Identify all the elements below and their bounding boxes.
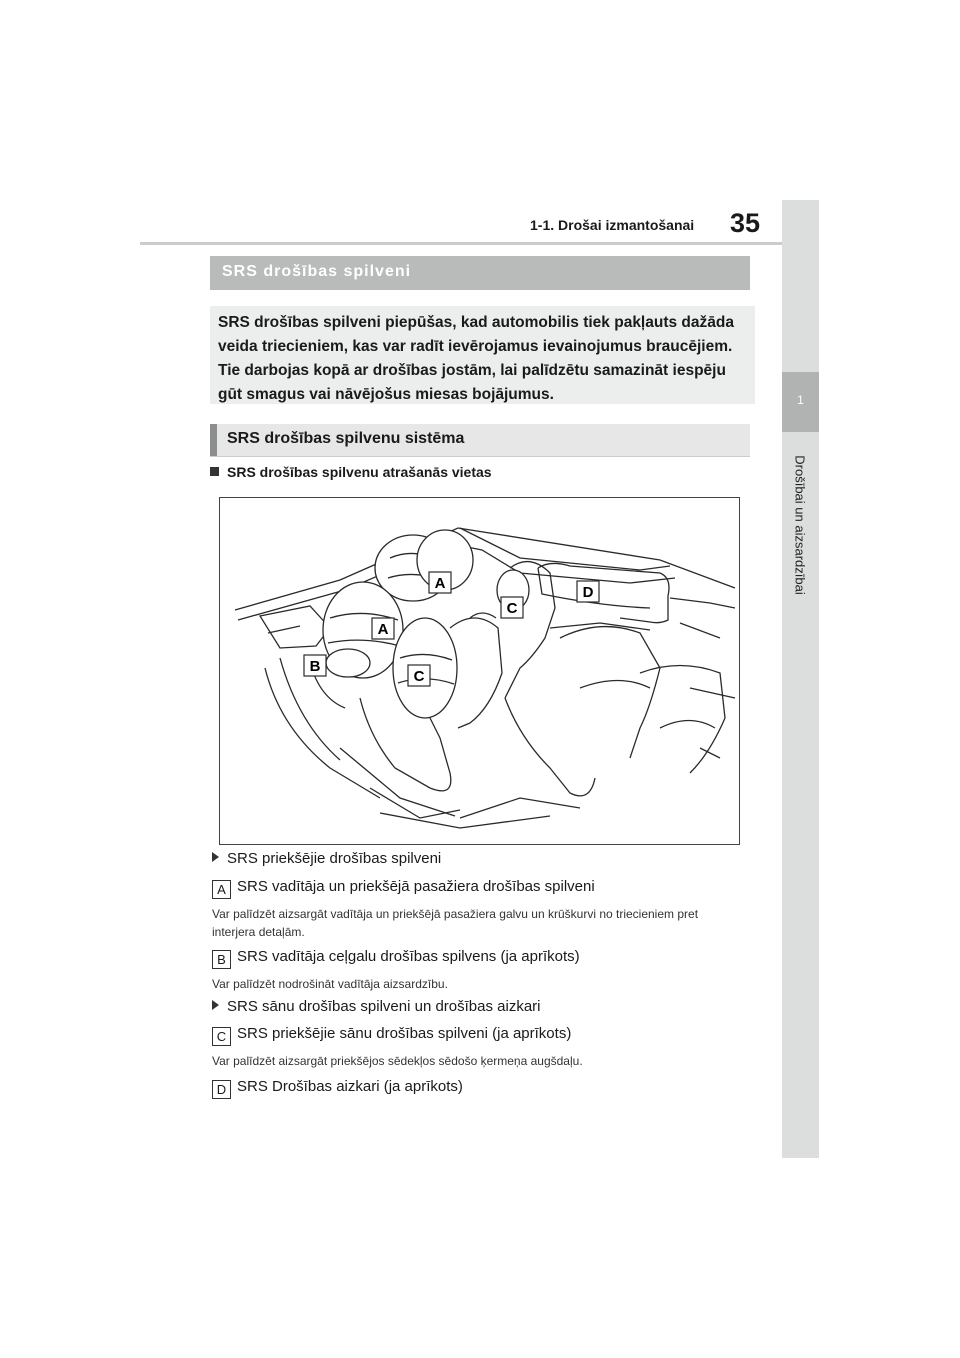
car-interior-drawing (220, 498, 739, 844)
key-d: D (212, 1080, 231, 1099)
side-tab (782, 200, 819, 1158)
chapter-number: 1 (797, 393, 804, 407)
airbag-illustration (219, 497, 740, 845)
item-c (212, 1025, 571, 1046)
chapter-label: Drošībai un aizsardzībai (792, 455, 808, 595)
intro-text: SRS drošības spilveni piepūšas, kad automobilis tiek pakļauts dažāda veida triecieniem, kas var radīt ievērojamus ievainojumus braucējiem. Tie darbojas kopā ar drošības jostām, lai palīdzētu samazināt iespēju gūt smagus vai nāvējošus miesas bojājumus. (218, 314, 734, 403)
system-heading (210, 424, 750, 456)
item-b-title: SRS vadītāja ceļgalu drošības spilvens (ja aprīkots) (237, 948, 580, 965)
locations-subheading-text: SRS drošības spilvenu atrašanās vietas (227, 464, 492, 480)
system-heading-rule (210, 456, 750, 457)
item-c-title: SRS priekšējie sānu drošības spilveni (ja aprīkots) (237, 1025, 572, 1042)
group-front-airbags (212, 850, 441, 867)
label-d: D (582, 584, 594, 601)
section-title: 1-1. Drošai izmantošanai (530, 217, 695, 233)
header-divider (140, 242, 782, 245)
label-c-lower: C (413, 668, 425, 685)
main-heading-text: SRS drošības spilveni (222, 263, 412, 280)
item-b-note: Var palīdzēt nodrošināt vadītāja aizsardzību. (212, 977, 448, 991)
label-c-upper: C (506, 600, 518, 617)
item-c-note: Var palīdzēt aizsargāt priekšējos sēdekļos sēdošo ķermeņa augšdaļu. (212, 1054, 583, 1068)
item-b (212, 948, 580, 969)
system-heading-text: SRS drošības spilvenu sistēma (227, 430, 465, 447)
label-b: B (309, 658, 321, 675)
label-a-lower: A (377, 621, 389, 638)
key-b: B (212, 950, 231, 969)
item-a (212, 878, 595, 899)
item-d (212, 1078, 463, 1099)
triangle-bullet-icon (212, 1000, 219, 1010)
group-front-airbags-text: SRS priekšējie drošības spilveni (227, 850, 442, 867)
item-a-note: Var palīdzēt aizsargāt vadītāja un priekšējā pasažiera galvu un krūškurvi no triecieniem pret interjera detaļām. (212, 907, 699, 939)
item-a-title: SRS vadītāja un priekšējā pasažiera drošības spilveni (237, 878, 595, 895)
triangle-bullet-icon (212, 852, 219, 862)
main-heading (210, 256, 750, 290)
page-number: 35 (730, 208, 761, 238)
locations-subheading (210, 464, 492, 480)
label-a-upper: A (434, 575, 446, 592)
group-side-airbags-text: SRS sānu drošības spilveni un drošības aizkari (227, 998, 541, 1015)
key-c: C (212, 1027, 231, 1046)
item-d-title: SRS Drošības aizkari (ja aprīkots) (237, 1078, 463, 1095)
key-a: A (212, 880, 231, 899)
group-side-airbags (212, 998, 541, 1015)
square-bullet-icon (210, 467, 219, 476)
